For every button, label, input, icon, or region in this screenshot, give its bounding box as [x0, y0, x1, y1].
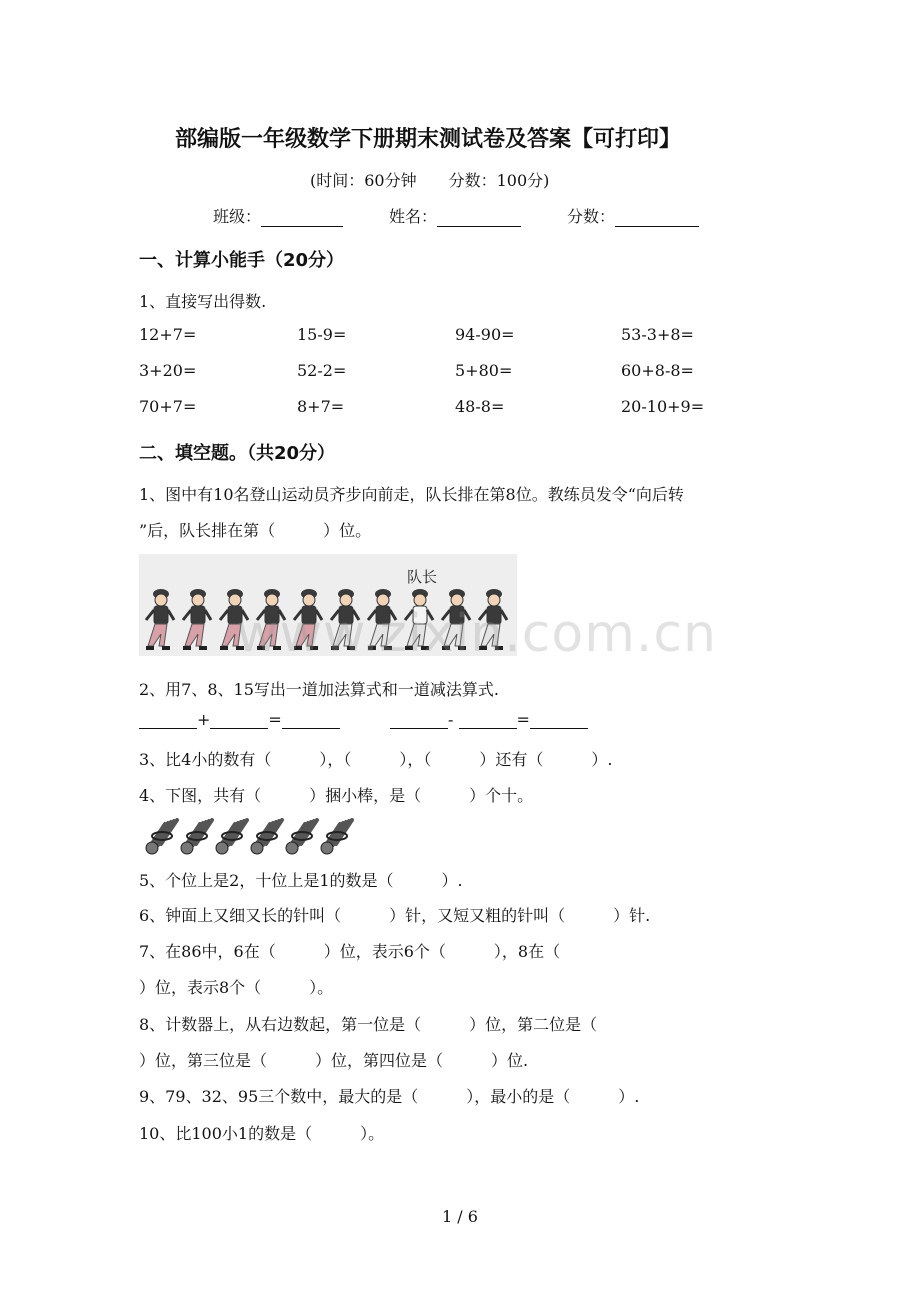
section2-q7-line2: ）位，表示8个（ ）。 [139, 978, 334, 997]
calc-item: 53-3+8= [621, 325, 694, 344]
page-number: 1 / 6 [442, 1207, 478, 1226]
calc-item: 20-10+9= [621, 397, 705, 416]
section2-heading: 二、填空题。（共20分） [139, 443, 336, 464]
class-field [213, 204, 343, 227]
section2-q2-answer-lines [139, 710, 588, 729]
equals-sign: = [516, 710, 530, 729]
watermark: www.zixin.com.cn [236, 604, 717, 664]
calc-item: 48-8= [455, 397, 505, 416]
stick-bundles-figure [139, 818, 354, 858]
section2-q7-line1: 7、在86中，6在（ ）位，表示6个（ ），8在（ [139, 942, 561, 961]
answer-blank[interactable] [139, 712, 197, 729]
climber-figure [146, 589, 174, 650]
section2-q3: 3、比4小的数有（ ），（ ），（ ）还有（ ）. [139, 750, 613, 769]
class-label: 班级： [213, 207, 262, 226]
calc-item: 5+80= [455, 361, 513, 380]
answer-blank[interactable] [530, 712, 588, 729]
equals-sign: = [268, 710, 282, 729]
calc-item: 52-2= [297, 361, 347, 380]
stick-bundle-icon [321, 820, 352, 854]
answer-blank[interactable] [459, 712, 517, 729]
name-field [389, 204, 521, 227]
section2-q6: 6、钟面上又细又长的针叫（ ）针，又短又粗的针叫（ ）针. [139, 906, 651, 925]
section2-q1-line2: ”后，队长排在第（ ）位。 [139, 521, 372, 540]
section1-q1: 1、直接写出得数. [139, 292, 267, 311]
stick-bundle-icon [146, 820, 177, 854]
class-blank[interactable] [261, 208, 343, 227]
section2-q4: 4、下图，共有（ ）捆小棒，是（ ）个十。 [139, 786, 534, 805]
score-label: 分数： [567, 207, 616, 226]
stick-bundle-icon [216, 820, 247, 854]
stick-bundle-icon [251, 820, 282, 854]
calc-item: 94-90= [455, 325, 515, 344]
section2-q5: 5、个位上是2，十位上是1的数是（ ）. [139, 871, 463, 890]
calc-item: 60+8-8= [621, 361, 694, 380]
section2-q10: 10、比100小1的数是（ ）。 [139, 1124, 385, 1143]
climber-figure [183, 589, 211, 650]
answer-blank[interactable] [390, 712, 448, 729]
minus-sign: - [448, 710, 454, 729]
calc-item: 15-9= [297, 325, 347, 344]
name-blank[interactable] [437, 208, 521, 227]
calc-item: 8+7= [297, 397, 345, 416]
stick-bundle-icon [286, 820, 317, 854]
page-title: 部编版一年级数学下册期末测试卷及答案【可打印】 [175, 127, 682, 152]
captain-label: 队长 [407, 568, 438, 586]
plus-sign: + [197, 710, 211, 729]
calc-item: 12+7= [139, 325, 197, 344]
stick-bundle-icon [181, 820, 212, 854]
exam-meta: (时间：60分钟 分数：100分) [310, 171, 550, 190]
section2-q1-line1: 1、图中有10名登山运动员齐步向前走，队长排在第8位。教练员发令“向后转 [139, 485, 684, 504]
name-label: 姓名： [389, 207, 438, 226]
score-blank[interactable] [615, 208, 699, 227]
calc-item: 3+20= [139, 361, 197, 380]
calc-item: 70+7= [139, 397, 197, 416]
section1-heading: 一、计算小能手（20分） [139, 250, 345, 271]
answer-blank[interactable] [210, 712, 268, 729]
score-field [567, 204, 699, 227]
section2-q8-line1: 8、计数器上，从右边数起，第一位是（ ）位，第二位是（ [139, 1015, 598, 1034]
answer-blank[interactable] [282, 712, 340, 729]
section2-q8-line2: ）位，第三位是（ ）位，第四位是（ ）位. [139, 1051, 529, 1070]
section2-q2: 2、用7、8、15写出一道加法算式和一道减法算式. [139, 680, 499, 699]
section2-q9: 9、79、32、95三个数中，最大的是（ ），最小的是（ ）. [139, 1087, 640, 1106]
